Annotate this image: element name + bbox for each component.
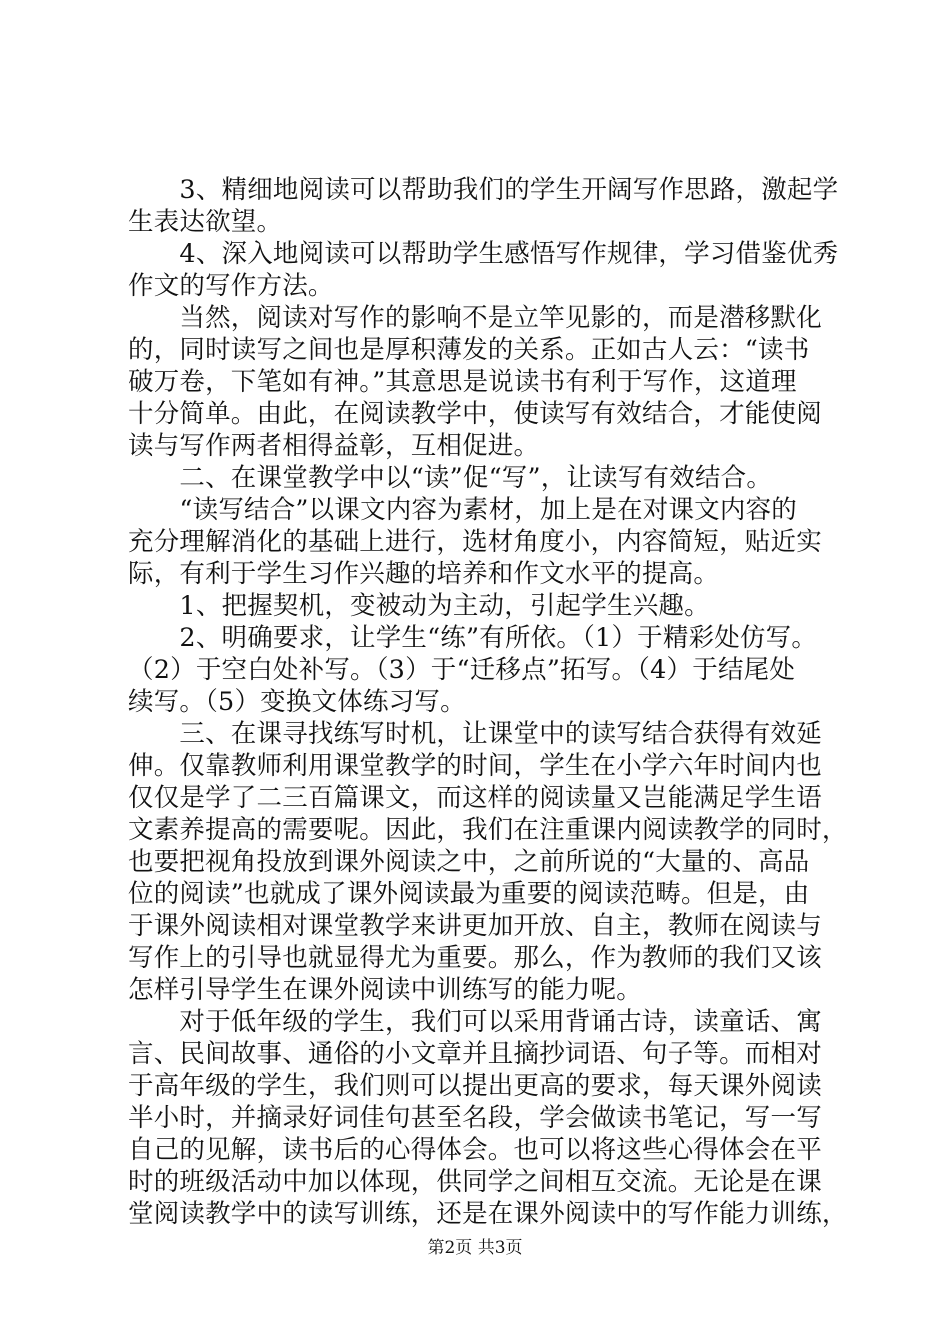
- text-line: （2）于空白处补写。（3）于“迁移点”拓写。（4）于结尾处: [128, 655, 796, 685]
- text-line: 怎样引导学生在课外阅读中训练写的能力呢。: [128, 975, 643, 1005]
- text-line: 时的班级活动中加以体现，供同学之间相互交流。无论是在课: [128, 1167, 822, 1197]
- text-line: 2、明确要求，让学生“练”有所依。（1）于精彩处仿写。: [128, 623, 818, 653]
- text-line: 言、民间故事、通俗的小文章并且摘抄词语、句子等。而相对: [128, 1039, 822, 1069]
- text-line: “读写结合”以课文内容为素材，加上是在对课文内容的: [128, 495, 797, 525]
- text-line: 生表达欲望。: [128, 207, 283, 237]
- text-line: 仅仅是学了二三百篇课文，而这样的阅读量又岂能满足学生语: [128, 783, 822, 813]
- text-line: 半小时，并摘录好词佳句甚至名段，学会做读书笔记，写一写: [128, 1103, 822, 1133]
- text-line: 文素养提高的需要呢。因此，我们在注重课内阅读教学的同时，: [128, 815, 848, 845]
- section-heading: 二、在课堂教学中以“读”促“写”，让读写有效结合。: [128, 463, 773, 493]
- text-line: 充分理解消化的基础上进行，选材角度小，内容简短，贴近实: [128, 527, 822, 557]
- text-line: 自己的见解，读书后的心得体会。也可以将这些心得体会在平: [128, 1135, 822, 1165]
- text-line: 于高年级的学生，我们则可以提出更高的要求，每天课外阅读: [128, 1071, 822, 1101]
- text-line: 4、深入地阅读可以帮助学生感悟写作规律，学习借鉴优秀: [128, 239, 839, 269]
- text-line: 当然，阅读对写作的影响不是立竿见影的，而是潜移默化: [128, 303, 822, 333]
- text-line: 写作上的引导也就显得尤为重要。那么，作为教师的我们又该: [128, 943, 822, 973]
- text-line: 也要把视角投放到课外阅读之中，之前所说的“大量的、高品: [128, 847, 810, 877]
- text-line: 伸。仅靠教师利用课堂教学的时间，学生在小学六年时间内也: [128, 751, 822, 781]
- section-heading: 三、在课寻找练写时机，让课堂中的读写结合获得有效延: [128, 719, 822, 749]
- text-line: 1、把握契机，变被动为主动，引起学生兴趣。: [128, 591, 710, 621]
- text-line: 作文的写作方法。: [128, 271, 334, 301]
- page-footer: 第2页 共3页: [427, 1238, 523, 1258]
- document-body: [128, 174, 848, 1230]
- text-line: 对于低年级的学生，我们可以采用背诵古诗，读童话、寓: [128, 1007, 822, 1037]
- text-line: 的，同时读写之间也是厚积薄发的关系。正如古人云：“读书: [128, 335, 810, 365]
- text-line: 际，有利于学生习作兴趣的培养和作文水平的提高。: [128, 559, 720, 589]
- text-line: 于课外阅读相对课堂教学来讲更加开放、自主，教师在阅读与: [128, 911, 822, 941]
- text-line: 续写。（5）变换文体练习写。: [128, 687, 466, 717]
- text-line: 位的阅读”也就成了课外阅读最为重要的阅读范畴。但是，由: [128, 879, 810, 909]
- text-line: 破万卷，下笔如有神。”其意思是说读书有利于写作，这道理: [128, 367, 797, 397]
- text-line: 3、精细地阅读可以帮助我们的学生开阔写作思路，激起学: [128, 175, 839, 205]
- text-line: 堂阅读教学中的读写训练，还是在课外阅读中的写作能力训练，: [128, 1199, 848, 1229]
- text-line: 十分简单。由此，在阅读教学中，使读写有效结合，才能使阅: [128, 399, 822, 429]
- text-line: 读与写作两者相得益彰，互相促进。: [128, 431, 540, 461]
